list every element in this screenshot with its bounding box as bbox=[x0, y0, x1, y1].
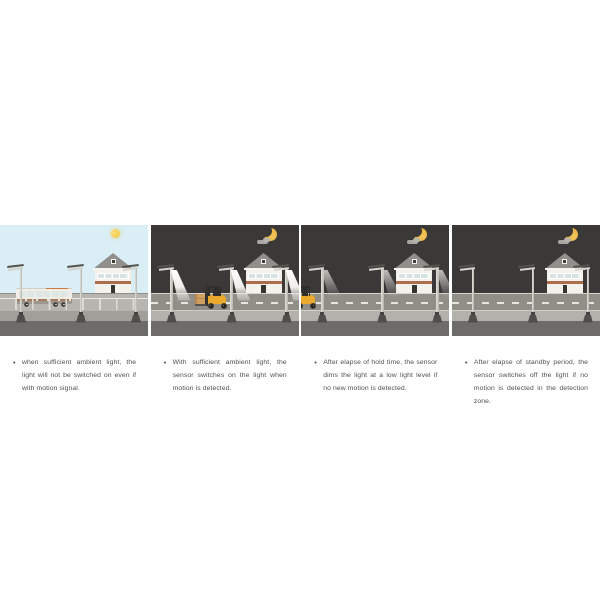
panel-2-night-scene bbox=[151, 225, 299, 336]
panel-1-day-scene bbox=[0, 225, 148, 336]
driver bbox=[302, 288, 308, 296]
house-gable-window bbox=[111, 259, 116, 264]
caption-panel-4 bbox=[452, 356, 600, 408]
sidewalk bbox=[301, 321, 449, 336]
forklift-leaving bbox=[301, 285, 318, 309]
driver bbox=[213, 288, 219, 296]
caption-text: After elapse of hold time, the sensor dims the light at a low light level if no new motion is detected. bbox=[323, 359, 438, 392]
moon-icon bbox=[407, 227, 427, 245]
cloud-icon bbox=[263, 238, 270, 242]
sidewalk bbox=[452, 321, 600, 336]
bullet-icon: • bbox=[464, 358, 468, 367]
caption-text: With sufficient ambient light, the sensor switches on the light when motion is detected. bbox=[172, 359, 287, 392]
caption-row bbox=[0, 356, 600, 408]
bus-roof-accent bbox=[46, 288, 68, 289]
caption-text: After elapse of standby period, the sensor switches off the light if no motion is detected in the detection zone. bbox=[473, 359, 588, 405]
scene-strip bbox=[0, 225, 600, 336]
panel-4-night-scene bbox=[452, 225, 600, 336]
caption-panel-3 bbox=[301, 356, 449, 408]
cargo-box bbox=[195, 294, 205, 304]
forklift bbox=[195, 285, 229, 309]
sidewalk bbox=[0, 321, 148, 336]
caption-text: when sufficient ambient light, the light will not be switched on even if with motion signal. bbox=[22, 359, 137, 392]
panel-3-night-scene bbox=[301, 225, 449, 336]
moon-icon bbox=[257, 227, 277, 245]
caption-panel-1 bbox=[0, 356, 148, 408]
bus-windows bbox=[19, 291, 69, 297]
moon-icon bbox=[558, 227, 578, 245]
house-window-row bbox=[97, 273, 129, 280]
cloud-icon bbox=[413, 238, 420, 242]
bullet-icon: • bbox=[13, 358, 16, 367]
cloud-icon bbox=[564, 238, 571, 242]
sun-icon bbox=[111, 229, 120, 238]
caption-panel-2 bbox=[151, 356, 299, 408]
bullet-icon: • bbox=[163, 358, 167, 367]
bullet-icon: • bbox=[314, 358, 317, 367]
sidewalk bbox=[151, 321, 299, 336]
